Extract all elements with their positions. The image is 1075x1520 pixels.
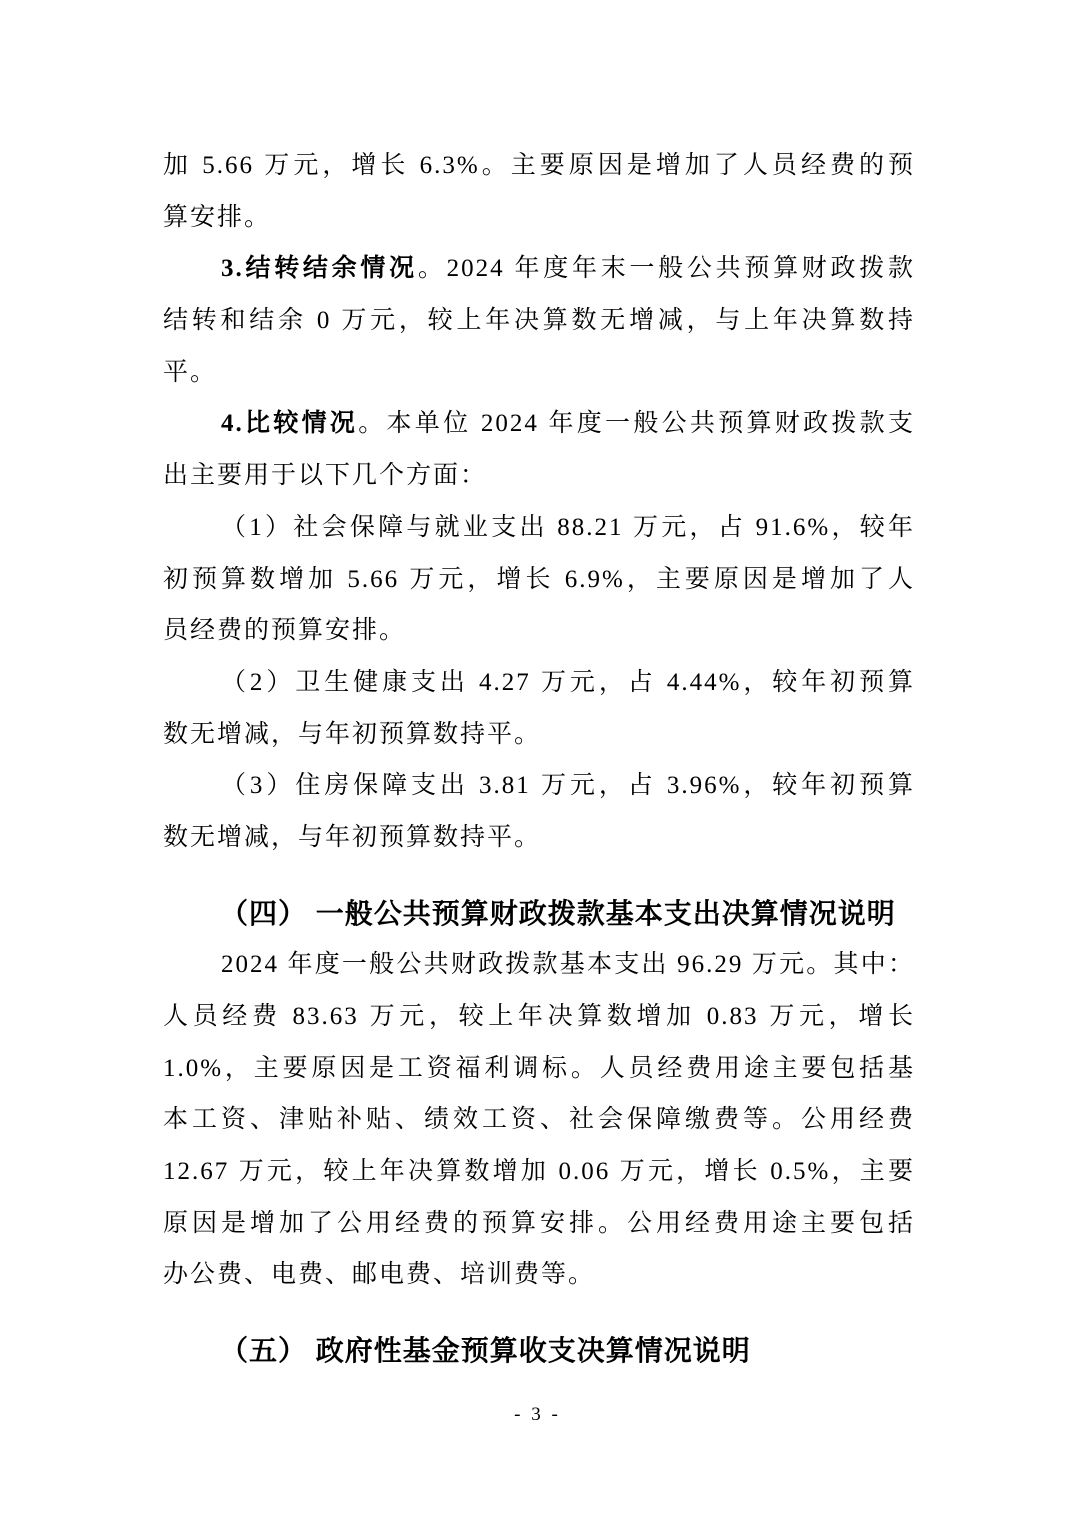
page-number: - 3 -	[514, 1404, 561, 1425]
line-segment: 人员经费 83.63 万元，较上年决算数增加 0.83 万元，增长	[163, 1003, 915, 1030]
text-line	[163, 554, 915, 606]
line-segment: 本工资、津贴补贴、绩效工资、社会保障缴费等。公用经费	[163, 1106, 915, 1134]
line-segment: （2）卫生健康支出 4.27 万元，占 4.44%，较年初预算	[221, 668, 915, 696]
line-segment: 平。	[163, 358, 218, 386]
text-line	[163, 1094, 915, 1146]
section-heading: （五） 政府性基金预算收支决算情况说明	[220, 1335, 751, 1367]
line-segment: 数无增减，与年初预算数持平。	[163, 823, 542, 851]
line-segment: 。本单位 2024 年度一般公共预算财政拨款支	[358, 410, 915, 438]
line-segment: 员经费的预算安排。	[163, 617, 407, 645]
text-line	[163, 657, 915, 709]
text-line	[163, 1043, 915, 1095]
line-segment: 数无增减，与年初预算数持平。	[163, 720, 542, 748]
line-segment: 出主要用于以下几个方面：	[163, 462, 488, 490]
section-heading: （四） 一般公共预算财政拨款基本支出决算情况说明	[220, 897, 896, 929]
text-line	[163, 450, 915, 502]
line-segment: （3）住房保障支出 3.81 万元，占 3.96%，较年初预算	[221, 772, 915, 800]
line-segment: 办公费、电费、邮电费、培训费等。	[163, 1261, 596, 1289]
text-line	[163, 1249, 915, 1301]
line-segment: 。2024 年度年末一般公共预算财政拨款	[417, 255, 915, 283]
line-segment: 加 5.66 万元，增长 6.3%。主要原因是增加了人员经费的预	[163, 152, 915, 179]
line-segment: 初预算数增加 5.66 万元，增长 6.9%，主要原因是增加了人	[163, 565, 915, 593]
text-line	[163, 1198, 915, 1250]
line-bold-segment: 3.结转结余情况	[221, 255, 418, 283]
line-segment: （1）社会保障与就业支出 88.21 万元，占 91.6%，较年	[221, 513, 915, 541]
text-line	[163, 295, 915, 347]
text-line	[163, 939, 915, 991]
text-line	[163, 192, 915, 244]
text-line	[163, 243, 915, 295]
text-line	[163, 1146, 915, 1198]
text-line	[163, 347, 915, 399]
document-body	[163, 140, 915, 1377]
line-segment: 原因是增加了公用经费的预算安排。公用经费用途主要包括	[163, 1209, 915, 1237]
text-line	[163, 605, 915, 657]
text-line	[163, 709, 915, 761]
text-line	[163, 502, 915, 554]
line-bold-segment: 4.比较情况	[221, 410, 359, 438]
text-line	[163, 812, 915, 864]
line-segment: 12.67 万元，较上年决算数增加 0.06 万元，增长 0.5%，主要	[163, 1158, 915, 1186]
line-segment: 1.0%，主要原因是工资福利调标。人员经费用途主要包括基	[163, 1054, 915, 1082]
line-segment: 结转和结余 0 万元，较上年决算数无增减，与上年决算数持	[163, 307, 915, 335]
text-line	[163, 760, 915, 812]
text-line	[163, 398, 915, 450]
text-line	[163, 140, 915, 192]
line-segment: 2024 年度一般公共财政拨款基本支出 96.29 万元。其中：	[221, 951, 915, 979]
text-line	[163, 991, 915, 1043]
line-segment: 算安排。	[163, 203, 272, 231]
